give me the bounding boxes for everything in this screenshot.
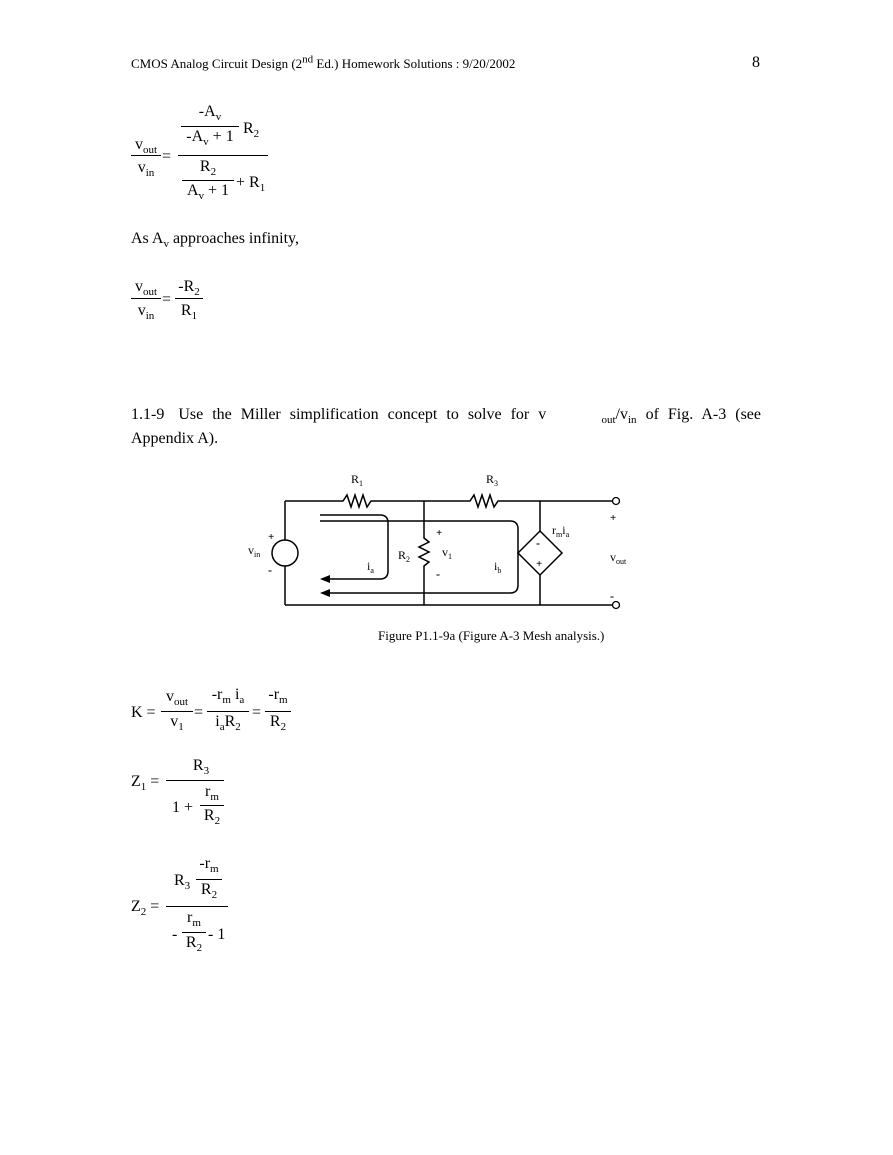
eq1-inner-den-sub: v bbox=[203, 136, 209, 149]
problem-statement bbox=[131, 406, 761, 448]
label-rm-ia bbox=[552, 523, 570, 539]
z1-inner-num-text: r bbox=[205, 783, 211, 800]
z1-num-text: R bbox=[192, 757, 204, 774]
mesh-arrowheads bbox=[320, 575, 330, 597]
z2-d-num-sub: m bbox=[192, 917, 201, 930]
eq1-d-bar bbox=[182, 180, 234, 181]
eq1-inner-bar bbox=[181, 126, 239, 127]
z2-n-num-sub: m bbox=[210, 863, 219, 876]
eq1-main-bar bbox=[178, 155, 268, 156]
z2-d-num bbox=[180, 909, 208, 930]
label-ia bbox=[367, 559, 374, 575]
eq1-d-num-text: R bbox=[199, 158, 211, 175]
eq1-lhs-num bbox=[131, 136, 161, 157]
eq1-inner-den-tail: + 1 bbox=[208, 128, 234, 145]
eqk-f3-num bbox=[263, 686, 293, 707]
problem-text-pre: Use the Miller simplification concept to solve for v bbox=[178, 406, 547, 423]
eq1-lhs-den-text: v bbox=[137, 159, 146, 176]
eq1-inner-num-sub: v bbox=[215, 111, 222, 124]
z1-den-pre: 1 + bbox=[172, 799, 194, 816]
z2-n-num bbox=[194, 855, 224, 876]
z1-num bbox=[178, 757, 224, 778]
z2-n-den bbox=[194, 881, 224, 902]
eqk-f3-bar bbox=[265, 711, 291, 712]
z1-inner-den bbox=[198, 807, 226, 828]
v1-minus-sign: - bbox=[436, 567, 440, 581]
label-ib-sub: b bbox=[497, 566, 502, 575]
label-vin-sub: in bbox=[254, 550, 261, 559]
eq2-equals: = bbox=[162, 291, 172, 308]
dep-minus-sign: - bbox=[536, 536, 540, 550]
z2-n-den-text: R bbox=[200, 881, 212, 898]
arrowhead-ib bbox=[320, 589, 330, 597]
eq2-lhs-num-text: v bbox=[134, 278, 143, 295]
eq2-lhs-num-sub: out bbox=[142, 286, 158, 299]
z2-lhs bbox=[131, 898, 160, 919]
eqk-f3-den bbox=[263, 713, 293, 734]
eq2-rhs-num-sub: 2 bbox=[194, 286, 200, 299]
eq2-lhs-den-text: v bbox=[137, 302, 146, 319]
z2-d-den-text: R bbox=[185, 934, 197, 951]
eq1-lhs-bar bbox=[131, 155, 161, 156]
figure-caption: Figure P1.1-9a (Figure A-3 Mesh analysis.) bbox=[378, 628, 605, 643]
eq1-d-tail-text: + R bbox=[236, 174, 260, 191]
r2-branch bbox=[419, 501, 429, 605]
z1-lhs bbox=[131, 773, 160, 794]
page-number: 8 bbox=[752, 54, 760, 71]
label-r1 bbox=[351, 472, 363, 488]
label-rm-text: r bbox=[552, 523, 556, 537]
eq2-lhs-den-sub: in bbox=[145, 310, 155, 323]
eq1-lhs-den-sub: in bbox=[145, 167, 155, 180]
eq1-inner-num-text: -A bbox=[198, 103, 216, 120]
eqk-f3-den-text: R bbox=[269, 713, 281, 730]
eq1-d-num-sub: 2 bbox=[210, 166, 217, 179]
eq2-lhs-bar bbox=[131, 298, 161, 299]
eqk-f1-den-text: v bbox=[170, 713, 179, 730]
eq2-rhs-den bbox=[174, 302, 204, 323]
z1-inner-den-text: R bbox=[203, 807, 215, 824]
z2-num-r-sub: 3 bbox=[184, 880, 191, 893]
page-header bbox=[131, 53, 516, 72]
z2-n-num-text: -r bbox=[199, 855, 211, 872]
eq1-d-den-sub: v bbox=[198, 190, 205, 203]
z2-num-r-text: R bbox=[174, 872, 185, 889]
mesh-ia-loop bbox=[320, 515, 388, 579]
label-r2-text: R bbox=[398, 548, 407, 562]
z2-main-bar bbox=[166, 906, 228, 907]
z1-main-bar bbox=[166, 780, 224, 781]
eq1-inner-num bbox=[180, 103, 240, 124]
eq1-lhs-num-sub: out bbox=[142, 144, 158, 157]
label-r3-sub: 3 bbox=[494, 479, 499, 488]
eqk-f3-num-text: -r bbox=[268, 686, 280, 703]
eq1-r2-sub: 2 bbox=[253, 128, 260, 141]
problem-line-2: Appendix A). bbox=[131, 430, 219, 447]
label-v1 bbox=[442, 545, 452, 561]
z2-d-num-text: r bbox=[187, 909, 193, 926]
eq1-d-den bbox=[180, 182, 236, 203]
label-v1-text: v bbox=[442, 545, 448, 559]
eqk-f3-den-sub: 2 bbox=[280, 721, 287, 734]
circuit-labels bbox=[248, 472, 627, 603]
label-r3-text: R bbox=[486, 472, 495, 486]
label-rm-sub: m bbox=[556, 530, 563, 539]
eq2-lhs-num bbox=[131, 278, 161, 299]
z2-den-minus: - bbox=[172, 926, 178, 943]
eqk-f1-den bbox=[160, 713, 194, 734]
eq1-d-tail-sub: 1 bbox=[259, 182, 266, 195]
eqk-f2-bar bbox=[207, 711, 249, 712]
eqk-f2-den-a: i bbox=[215, 713, 220, 730]
eqk-f2-num bbox=[205, 686, 251, 707]
eq1-r2-text: R bbox=[243, 120, 254, 137]
eqk-f2-num-b: i bbox=[230, 686, 240, 703]
eqk-equals-1: = bbox=[194, 704, 204, 721]
problem-mid: /v bbox=[615, 406, 628, 423]
z1-num-sub: 3 bbox=[203, 765, 210, 778]
eq2-rhs-num-text: -R bbox=[178, 278, 195, 295]
eq1-inner-den-text: -A bbox=[186, 128, 204, 145]
vin-minus-sign: - bbox=[268, 563, 272, 577]
label-ib bbox=[494, 559, 501, 575]
av-sentence-post: approaches infinity, bbox=[168, 230, 299, 247]
eq2-rhs-num bbox=[174, 278, 204, 299]
eq1-d-den-tail: + 1 bbox=[204, 182, 230, 199]
label-ia-text: i bbox=[367, 559, 371, 573]
label-r1-text: R bbox=[351, 472, 360, 486]
eq1-d-num bbox=[185, 158, 231, 179]
eq1-r2 bbox=[243, 120, 260, 141]
eqk-f2-num-a-sub: m bbox=[222, 694, 231, 707]
vout-terminal-top bbox=[613, 498, 620, 505]
label-rm-i-sub: a bbox=[565, 530, 570, 539]
eqk-f1-bar bbox=[161, 711, 193, 712]
header-title: CMOS Analog Circuit Design (2 bbox=[131, 56, 303, 71]
label-vin-text: v bbox=[248, 543, 254, 557]
arrowhead-ia bbox=[320, 575, 330, 583]
eqk-f3-num-sub: m bbox=[279, 694, 288, 707]
vin-plus-sign: + bbox=[268, 531, 275, 543]
eq1-d-tail bbox=[236, 174, 266, 195]
label-ib-text: i bbox=[494, 559, 498, 573]
eq2-rhs-bar bbox=[175, 298, 203, 299]
eq1-inner-den bbox=[178, 128, 242, 149]
eqk-f1-num-sub: out bbox=[173, 696, 189, 709]
vin-source bbox=[272, 540, 298, 566]
problem-text bbox=[178, 406, 761, 426]
eqk-f1-den-sub: 1 bbox=[178, 721, 184, 734]
z2-d-den-sub: 2 bbox=[196, 942, 203, 955]
dep-plus-sign: + bbox=[536, 558, 543, 570]
z2-d-den bbox=[180, 934, 208, 955]
label-r3 bbox=[486, 472, 498, 488]
label-v1-sub: 1 bbox=[448, 552, 452, 561]
top-wire-resistors bbox=[285, 495, 613, 507]
eqk-k: K = bbox=[131, 704, 156, 721]
problem-number: 1.1-9 bbox=[131, 406, 165, 423]
circuit-diagram bbox=[230, 462, 650, 622]
eqk-equals-2: = bbox=[252, 704, 262, 721]
label-r2-sub: 2 bbox=[406, 555, 411, 564]
z1-lhs-sub: 1 bbox=[140, 781, 147, 794]
z1-inner-den-sub: 2 bbox=[214, 815, 221, 828]
vout-plus-sign: + bbox=[610, 512, 617, 524]
z1-inner-bar bbox=[200, 805, 224, 806]
z2-den-tail: - 1 bbox=[208, 926, 226, 943]
v1-plus-sign: + bbox=[436, 527, 443, 539]
eq2-lhs-den bbox=[131, 302, 161, 323]
eqk-f2-den-b: R bbox=[224, 713, 236, 730]
problem-line-1 bbox=[131, 406, 761, 426]
problem-text-vars bbox=[601, 406, 761, 426]
av-sentence bbox=[131, 230, 299, 251]
av-sentence-sub: v bbox=[163, 238, 169, 251]
problem-text-post: of Fig. A-3 (see bbox=[636, 406, 761, 423]
label-vout-sub: out bbox=[616, 557, 627, 566]
eq1-d-den-text: A bbox=[186, 182, 199, 199]
eqk-f2-den-b-sub: 2 bbox=[235, 721, 241, 734]
eqk-f2-num-b-sub: a bbox=[239, 694, 245, 707]
z2-n-bar bbox=[196, 879, 222, 880]
eq1-lhs-num-text: v bbox=[134, 136, 143, 153]
z2-d-bar bbox=[182, 932, 206, 933]
label-r2 bbox=[398, 548, 410, 564]
eqk-f2-den-a-sub: a bbox=[219, 721, 225, 734]
z2-num-r bbox=[174, 872, 191, 893]
label-vout-text: v bbox=[610, 550, 616, 564]
eq2-rhs-den-sub: 1 bbox=[191, 310, 198, 323]
z1-inner-num bbox=[198, 783, 226, 804]
z2-lhs-sub: 2 bbox=[140, 906, 147, 919]
z2-equals: = bbox=[150, 898, 160, 915]
z1-inner-num-sub: m bbox=[210, 791, 219, 804]
label-r1-sub: 1 bbox=[359, 479, 364, 488]
label-vin bbox=[248, 543, 260, 559]
eq1-lhs-den bbox=[131, 159, 161, 180]
eqk-f2-den bbox=[205, 713, 251, 734]
eqk-f2-num-a: -r bbox=[211, 686, 223, 703]
label-vout bbox=[610, 550, 627, 566]
problem-sub-out: out bbox=[601, 414, 616, 426]
eqk-f1-num bbox=[160, 688, 194, 709]
eq1-equals: = bbox=[162, 148, 172, 165]
header-title-sup: nd bbox=[302, 53, 314, 66]
header-title-tail: Ed.) Homework Solutions : 9/20/2002 bbox=[313, 56, 516, 71]
vout-minus-sign: - bbox=[610, 589, 614, 603]
label-ia-sub: a bbox=[370, 566, 374, 575]
z1-lhs-text: Z bbox=[131, 773, 141, 790]
problem-sub-in: in bbox=[628, 414, 637, 426]
z2-n-den-sub: 2 bbox=[211, 889, 218, 902]
label-rm-i: i bbox=[562, 523, 566, 537]
eq2-rhs-den-text: R bbox=[180, 302, 192, 319]
eqk-f1-num-text: v bbox=[165, 688, 174, 705]
z2-lhs-text: Z bbox=[131, 898, 141, 915]
circuit-wires bbox=[285, 495, 613, 605]
av-sentence-pre: As A bbox=[131, 230, 164, 247]
z1-equals: = bbox=[150, 773, 160, 790]
